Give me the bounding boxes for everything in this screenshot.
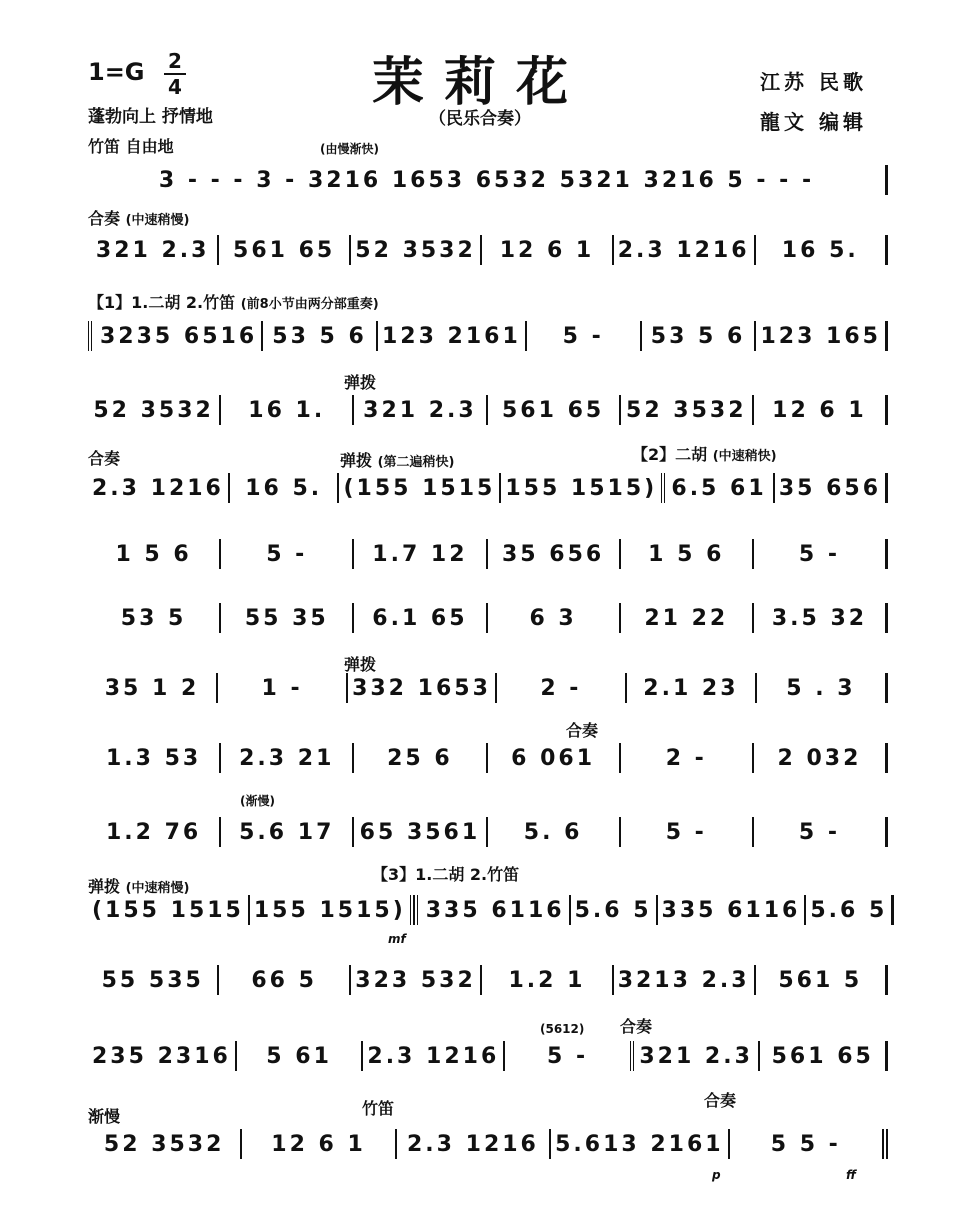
measure: 65 3561 <box>354 817 487 847</box>
measure: 321 2.3 <box>354 395 487 425</box>
measure: 35 1 2 <box>88 673 218 703</box>
measure: 3213 2.3 <box>614 965 756 995</box>
measure: 2.3 1216 <box>88 473 230 503</box>
measure: 5 - <box>527 321 642 351</box>
measure: 323 532 <box>351 965 482 995</box>
pizz-label-text: 弹拨 <box>340 451 373 470</box>
section-1-label <box>88 290 379 313</box>
score-row <box>88 1124 888 1164</box>
measure: 53 5 <box>88 603 221 633</box>
measure: 2.1 23 <box>627 673 757 703</box>
time-denominator: 4 <box>168 75 182 99</box>
measure: (155 1515 <box>339 473 501 503</box>
measure: 3.5 32 <box>754 603 888 633</box>
measure: 1 - <box>218 673 348 703</box>
measure: 3235 6516 <box>88 321 263 351</box>
time-signature <box>164 50 186 98</box>
dynamic-mf: mf <box>388 932 406 946</box>
score-row <box>88 960 888 1000</box>
section-2-label <box>632 442 777 465</box>
measure: 5.6 5 <box>571 895 658 925</box>
dynamic-ff: ff <box>846 1168 856 1182</box>
measure: 155 1515) <box>501 473 665 503</box>
measure: 5 5 - <box>730 1129 888 1159</box>
measure: 1.2 1 <box>482 965 613 995</box>
grace-note: (5612) <box>540 1022 585 1036</box>
score-row <box>88 1036 888 1076</box>
time-numerator: 2 <box>168 49 182 73</box>
score-row <box>88 468 888 508</box>
pizz-label-note: (第二遍稍快) <box>377 455 455 470</box>
score-row <box>88 890 888 930</box>
ensemble-label <box>88 206 189 229</box>
score-row <box>88 230 888 270</box>
gradual-slow-mark: (渐慢) <box>240 794 275 808</box>
measure: 2.3 1216 <box>614 235 756 265</box>
song-origin: 江苏 民歌 <box>760 70 867 94</box>
page-title: 茉莉花 <box>371 52 588 113</box>
measure: 1 5 6 <box>621 539 754 569</box>
intro-label: 竹笛 自由地 <box>88 137 174 156</box>
measure: 1.2 76 <box>88 817 221 847</box>
measure: 53 5 6 <box>642 321 757 351</box>
pizz-label-text: 弹拨 <box>88 877 121 896</box>
measure: 5 61 <box>237 1041 364 1071</box>
measure: 25 6 <box>354 743 487 773</box>
ensemble-label-text: 合奏 <box>88 209 121 228</box>
score-row <box>88 316 888 356</box>
measure: 561 5 <box>756 965 888 995</box>
slowing-label: 渐慢 <box>88 1107 121 1126</box>
song-editor: 龍文 编辑 <box>760 110 867 134</box>
measure: 5 - <box>754 539 888 569</box>
pizz-label-note: (中速稍慢) <box>125 881 190 896</box>
measure: 5.6 17 <box>221 817 354 847</box>
measure: 35 656 <box>488 539 621 569</box>
measure: 3 - - - 3 - 3216 1653 6532 5321 3216 5 - - - <box>88 165 888 195</box>
measure: 12 6 1 <box>754 395 888 425</box>
pizz-label: 弹拨 <box>344 373 377 392</box>
score-row <box>88 812 888 852</box>
measure: 2 - <box>497 673 627 703</box>
measure: 5.6 5 <box>806 895 894 925</box>
measure: 335 6116 <box>414 895 571 925</box>
measure: 16 1. <box>221 395 354 425</box>
measure: 52 3532 <box>88 395 221 425</box>
ensemble-label: 合奏 <box>620 1017 653 1036</box>
ensemble-label-note: (中速稍慢) <box>125 213 190 228</box>
measure: 66 5 <box>219 965 350 995</box>
section-2-title: 【2】二胡 <box>632 445 708 464</box>
dynamic-p: p <box>712 1168 721 1182</box>
ensemble-label: 合奏 <box>704 1091 737 1110</box>
measure: 2 - <box>621 743 754 773</box>
score-row <box>88 668 888 708</box>
measure: 1 5 6 <box>88 539 221 569</box>
measure: 53 5 6 <box>263 321 378 351</box>
measure: 561 65 <box>760 1041 888 1071</box>
measure: 335 6116 <box>658 895 807 925</box>
score-row <box>88 598 888 638</box>
measure: 52 3532 <box>88 1129 242 1159</box>
measure: 5. 6 <box>488 817 621 847</box>
measure: 21 22 <box>621 603 754 633</box>
measure: 55 535 <box>88 965 219 995</box>
measure: (155 1515 <box>88 895 250 925</box>
measure: 5 . 3 <box>757 673 888 703</box>
measure: 6.1 65 <box>354 603 487 633</box>
section-2-note: (中速稍快) <box>712 449 777 464</box>
page-subtitle: （民乐合奏） <box>429 109 531 129</box>
measure: 2.3 1216 <box>363 1041 505 1071</box>
ensemble-label: 合奏 <box>566 721 599 740</box>
measure: 561 65 <box>488 395 621 425</box>
score-row-intro <box>88 160 888 200</box>
score-row <box>88 390 888 430</box>
measure: 155 1515) <box>250 895 414 925</box>
tempo-marking: 蓬勃向上 抒情地 <box>88 107 213 127</box>
measure: 16 5. <box>230 473 340 503</box>
measure: 332 1653 <box>348 673 497 703</box>
measure: 5 - <box>505 1041 634 1071</box>
measure: 321 2.3 <box>634 1041 761 1071</box>
measure: 123 2161 <box>378 321 527 351</box>
pizz-label: 弹拨 <box>344 655 377 674</box>
measure: 561 65 <box>219 235 350 265</box>
section-1-note: (前8小节由两分部重奏) <box>240 297 379 312</box>
measure: 55 35 <box>221 603 354 633</box>
key-signature: 1=G <box>88 58 145 86</box>
measure: 123 165 <box>756 321 888 351</box>
measure: 5 - <box>621 817 754 847</box>
measure: 2.3 21 <box>221 743 354 773</box>
measure: 6 3 <box>488 603 621 633</box>
measure: 321 2.3 <box>88 235 219 265</box>
measure: 12 6 1 <box>242 1129 396 1159</box>
dizi-label: 竹笛 <box>362 1099 395 1118</box>
measure: 16 5. <box>756 235 888 265</box>
measure: 6.5 61 <box>665 473 775 503</box>
measure: 12 6 1 <box>482 235 613 265</box>
measure: 235 2316 <box>88 1041 237 1071</box>
measure: 5 - <box>754 817 888 847</box>
measure: 35 656 <box>775 473 888 503</box>
measure: 52 3532 <box>621 395 754 425</box>
measure: 5 - <box>221 539 354 569</box>
ensemble-label: 合奏 <box>88 449 121 468</box>
section-3-label: 【3】1.二胡 2.竹笛 <box>372 865 520 884</box>
measure: 2 032 <box>754 743 888 773</box>
score-row <box>88 534 888 574</box>
measure: 6 061 <box>488 743 621 773</box>
intro-tempo-mark: (由慢渐快) <box>320 142 379 156</box>
measure: 2.3 1216 <box>397 1129 551 1159</box>
measure: 1.3 53 <box>88 743 221 773</box>
measure: 5.613 2161 <box>551 1129 729 1159</box>
score-row <box>88 738 888 778</box>
section-1-title: 【1】1.二胡 2.竹笛 <box>88 293 236 312</box>
measure: 52 3532 <box>351 235 482 265</box>
measure: 1.7 12 <box>354 539 487 569</box>
